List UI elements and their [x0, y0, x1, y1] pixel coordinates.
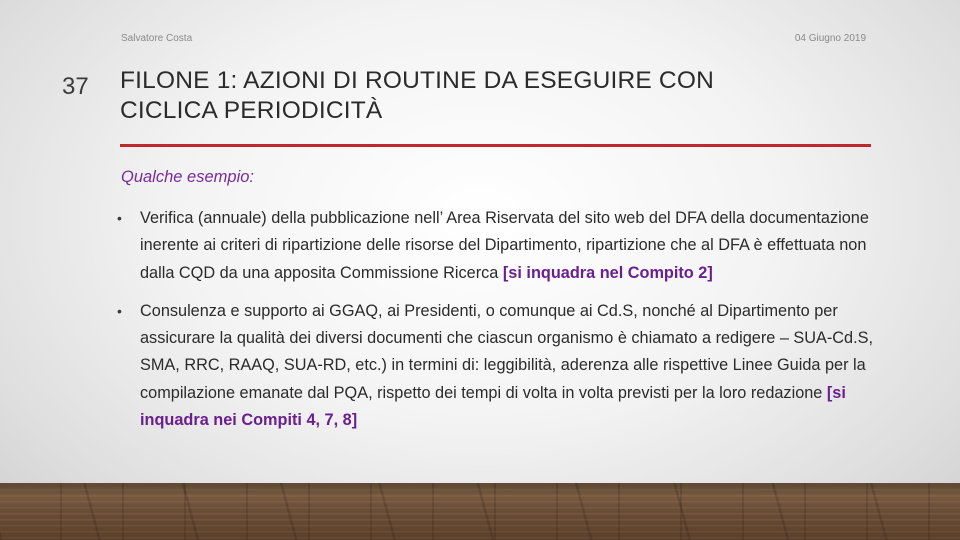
bullet-marker: •	[117, 210, 122, 226]
bullet-marker: •	[117, 302, 122, 319]
slide-author: Salvatore Costa	[121, 33, 193, 44]
floor-shadow	[0, 483, 960, 497]
bullet-item	[117, 298, 877, 434]
slide-title	[120, 66, 880, 126]
bullet-text: Consulenza e supporto ai GGAQ, ai Presidenti, o comunque ai Cd.S, nonché al Dipartimento per assicurare la qualità dei diversi documenti che ciascun organismo è chiamato a redigere – SUA-Cd.S, SMA, RRC, RAAQ, SUA-RD, etc.) in termini di: leggibilità, aderenza alle rispettive Linee Guida per la compilazione emanate dal PQA, rispetto dei tempi di volta in volta previsti per la loro redazione	[140, 301, 874, 402]
bullet-item	[117, 205, 877, 287]
title-divider	[120, 144, 871, 147]
slide-title-line-1: FILONE 1: AZIONI DI ROUTINE DA ESEGUIRE CON	[120, 67, 714, 94]
slide-date: 04 Giugno 2019	[794, 33, 866, 44]
bullet-reference: [si inquadra nel Compito 2]	[502, 263, 713, 282]
wood-floor-decoration	[0, 483, 960, 540]
bullet-reference: [si inquadra nei Compiti 4, 7, 8]	[140, 383, 846, 430]
bullet-text: Verifica (annuale) della pubblicazione nell’ Area Riservata del sito web del DFA della documentazione inerente ai criteri di ripartizione delle risorse del Dipartimento, ripartizione che al DFA è effettuata non dalla CQD da una apposita Commissione Ricerca	[140, 209, 869, 282]
bullet-list	[117, 205, 877, 434]
slide-number: 37	[62, 73, 89, 100]
slide-title-line-2: CICLICA PERIODICITÀ	[120, 97, 383, 124]
slide-subtitle: Qualche esempio:	[121, 168, 254, 186]
